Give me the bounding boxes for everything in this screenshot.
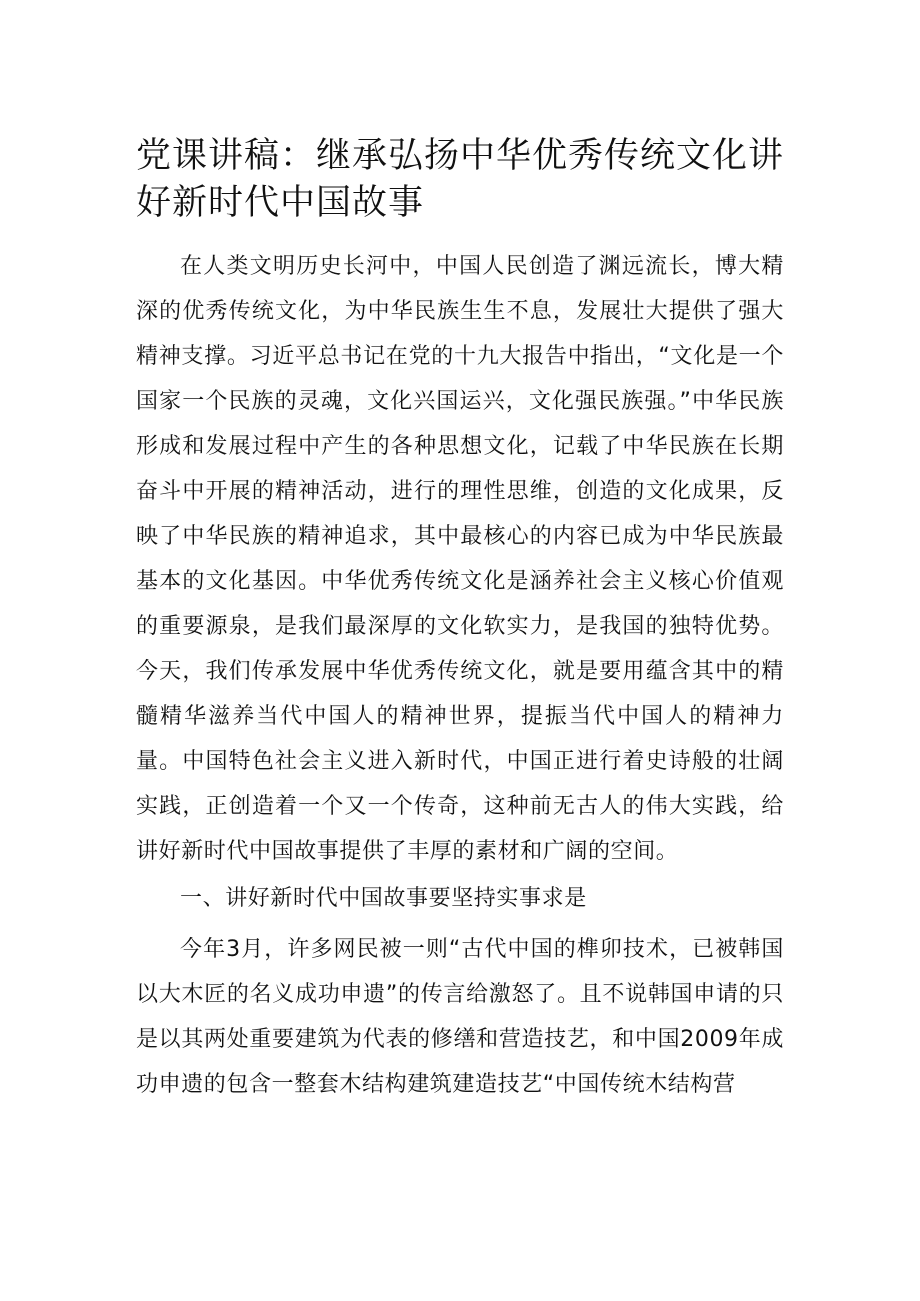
document-title: 党课讲稿：继承弘扬中华优秀传统文化讲好新时代中国故事 [136,136,785,223]
section-paragraph: 今年3月，许多网民被一则“古代中国的榫卯技术，已被韩国以大木匠的名义成功申遗”的传言给激怒了。且不说韩国申请的只是以其两处重要建筑为代表的修缮和营造技艺，和中国2009年成功申遗的包含一整套木结构建筑建造技艺“中国传统木结构营 [136,937,784,1097]
intro-paragraph: 在人类文明历史长河中，中国人民创造了渊远流长，博大精深的优秀传统文化，为中华民族生生不息，发展壮大提供了强大精神支撑。习近平总书记在党的十九大报告中指出，“文化是一个国家一个民族的灵魂，文化兴国运兴，文化强民族强。”中华民族形成和发展过程中产生的各种思想文化，记载了中华民族在长期奋斗中开展的精神活动，进行的理性思维，创造的文化成果，反映了中华民族的精神追求，其中最核心的内容已成为中华民族最基本的文化基因。中华优秀传统文化是涵养社会主义核心价值观的重要源泉，是我们最深厚的文化软实力，是我国的独特优势。今天，我们传承发展中华优秀传统文化，就是要用蕴含其中的精髓精华滋养当代中国人的精神世界，提振当代中国人的精神力量。中国特色社会主义进入新时代，中国正进行着史诗般的壮阔实践，正创造着一个又一个传奇，这种前无古人的伟大实践，给讲好新时代中国故事提供了丰厚的素材和广阔的空间。 [136,254,784,864]
document-body [136,244,784,1109]
section-heading: 一、讲好新时代中国故事要坚持实事求是 [180,886,587,911]
